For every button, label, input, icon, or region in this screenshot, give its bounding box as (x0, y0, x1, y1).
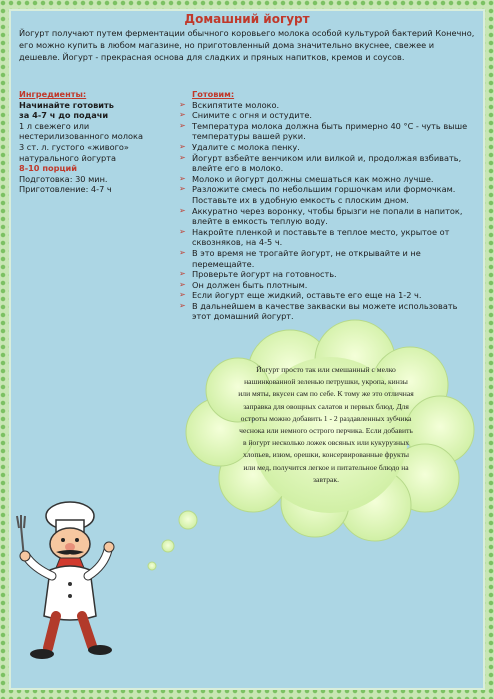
step-text: Накройте пленкой и поставьте в теплое место, укрытое от сквозняков, на 4-5 ч. (192, 226, 450, 248)
lead-time: за 4-7 ч до подачи (19, 110, 109, 121)
step-text: Разложите смесь по небольшим горшочкам или формочкам. Поставьте их в удобную емкость с плоским дном. (192, 184, 456, 205)
step-text: Вскипятите молоко. (192, 99, 280, 110)
cook-time: Приготовление: 4-7 ч (19, 184, 112, 195)
step-text: Молоко и йогурт должны смешаться как можно лучше. (192, 173, 434, 184)
step-text: Йогурт взбейте венчиком или вилкой и, продолжая взбивать, влейте его в молоко. (192, 152, 462, 174)
portions: 8-10 порций (19, 163, 78, 174)
ingredient-yogurt-line-1: 3 ст. л. густого «живого» (19, 141, 129, 152)
arrow-bullet-icon: ➢ (179, 184, 186, 194)
ingredient-milk-line-1: 1 л свежего или (19, 120, 90, 131)
arrow-bullet-icon: ➢ (179, 226, 186, 236)
step-text: Если йогурт еще жидкий, оставьте его еще на 1-2 ч. (192, 290, 422, 301)
chef-icon (12, 498, 132, 678)
step-text: Температура молока должна быть примерно 40 °С - чуть выше температуры вашей руки. (192, 120, 468, 142)
start-label: Начинайте готовить (19, 99, 114, 110)
arrow-bullet-icon: ➢ (179, 141, 186, 151)
arrow-bullet-icon: ➢ (179, 173, 186, 183)
arrow-bullet-icon: ➢ (179, 152, 186, 162)
arrow-bullet-icon: ➢ (179, 290, 186, 300)
arrow-bullet-icon: ➢ (179, 99, 186, 109)
step-text: Удалите с молока пенку. (192, 141, 300, 152)
ingredient-yogurt-line-2: натурального йогурта (19, 152, 116, 163)
intro-paragraph: Йогурт получают путем ферментации обычного коровьего молока особой культурой бактерий Конечно, его можно купить в любом магазине, но приготовленный дома значительно вкуснее, свежее и дешевле. Йогурт - прекрасная основа для сладких и пряных напитков, кремов и соусов. (19, 28, 475, 62)
arrow-bullet-icon: ➢ (179, 120, 186, 130)
arrow-bullet-icon: ➢ (179, 300, 186, 310)
arrow-bullet-icon: ➢ (179, 247, 186, 257)
cloud-note: Йогурт просто так или смешанный с мелко нашинкованной зеленью петрушки, укропа, кинзы или мяты, вкусен сам по себе. К тому же это отличная заправка для овощных салатов и первых блюд. Для остроты можно добавить 1 - 2 раздавленных зубчика чеснока или немного острого перчика. Если добавить в йогурт несколько ложек овсяных или кукурузных хлопьев, изюм, орешки, консервированные фрукты или мед, получится легкое и питательное блюдо на завтрак. (238, 365, 414, 484)
arrow-bullet-icon: ➢ (179, 205, 186, 215)
step-text: Аккуратно через воронку, чтобы брызги не попали в напиток, влейте в емкость теплую воду. (192, 205, 463, 227)
step-text: Снимите с огня и остудите. (192, 110, 313, 121)
step-text: В дальнейшем в качестве закваски вы можете использовать этот домашний йогурт. (192, 300, 458, 322)
step-text: В это время не трогайте йогурт, не открывайте и не перемещайте. (192, 247, 421, 269)
arrow-bullet-icon: ➢ (179, 110, 186, 120)
page-title: Домашний йогурт (184, 12, 310, 26)
steps-header: Готовим: (192, 89, 235, 99)
step-text: Он должен быть плотным. (192, 279, 308, 290)
arrow-bullet-icon: ➢ (179, 269, 186, 279)
ingredients-header: Ингредиенты: (19, 89, 87, 99)
step-text: Проверьте йогурт на готовность. (192, 269, 337, 280)
arrow-bullet-icon: ➢ (179, 279, 186, 289)
prep-time: Подготовка: 30 мин. (19, 173, 108, 184)
ingredient-milk-line-2: нестерилизованного молока (19, 131, 143, 142)
